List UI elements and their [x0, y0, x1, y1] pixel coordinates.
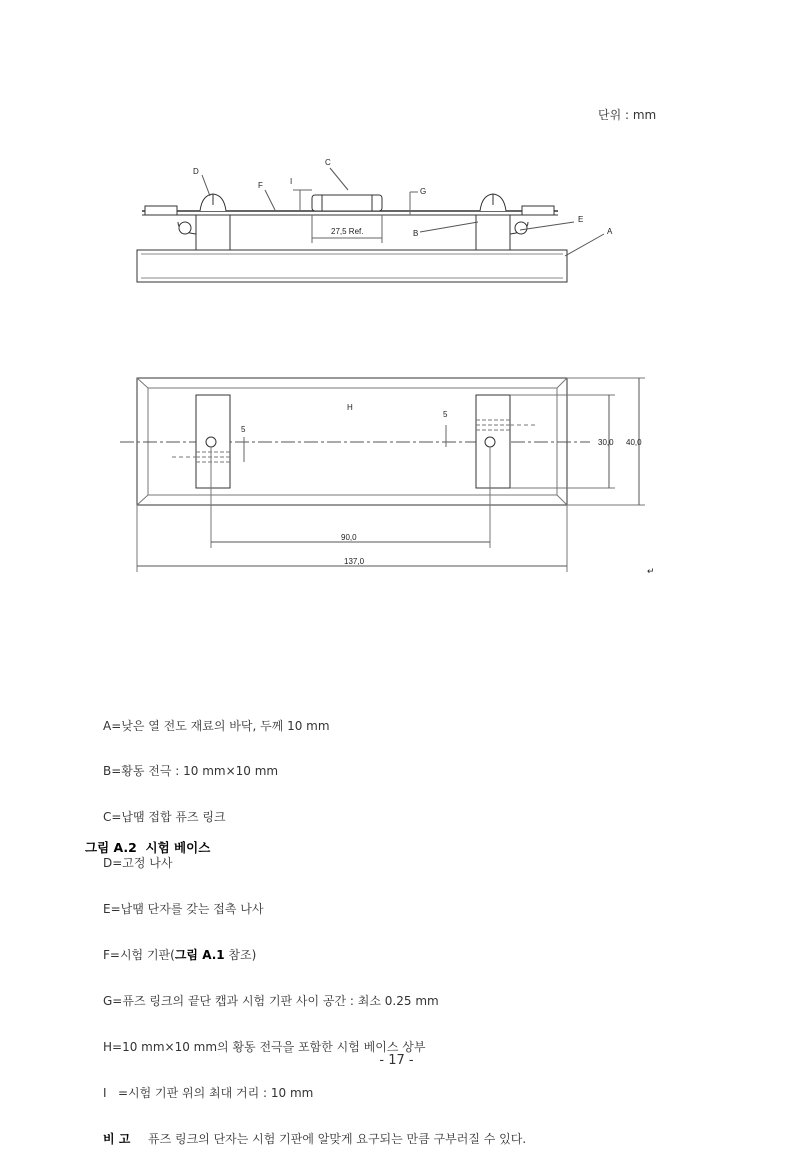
ref-dimension: 27,5 Ref. [331, 227, 364, 236]
callout-d: D [193, 167, 199, 176]
callout-g: G [420, 187, 427, 196]
legend-e: E=납땜 단자를 갖는 접촉 나사 [103, 902, 264, 917]
callout-e: E [578, 215, 584, 224]
note-text: 퓨즈 링크의 단자는 시험 기판에 알맞게 요구되는 만큼 구부러질 수 있다. [148, 1131, 527, 1146]
legend-c: C=납땜 접합 퓨즈 링크 [103, 810, 226, 825]
side-view [137, 168, 604, 282]
figure-reference: 그림 A.1 [174, 948, 225, 963]
dim-137: 137,0 [344, 557, 365, 566]
label-h: H [347, 403, 353, 412]
legend-d: D=고정 나사 [103, 856, 173, 871]
legend-h: H=10 mm×10 mm의 황동 전극을 포함한 시험 베이스 상부 [103, 1039, 426, 1054]
callout-a: A [607, 227, 613, 236]
legend-f [103, 948, 526, 963]
callout-i: I [290, 177, 293, 186]
callout-c: C [325, 158, 331, 167]
callout-b: B [413, 229, 419, 238]
top-view [120, 378, 645, 572]
figure-caption: 그림 A.2 시험 베이스 [85, 840, 211, 855]
legend-b: B=황동 전극 : 10 mm×10 mm [103, 764, 279, 779]
return-mark: ↵ [647, 566, 655, 576]
legend-i: I =시험 기판 위의 최대 거리 : 10 mm [103, 1085, 314, 1100]
base-plate [137, 250, 567, 282]
legend-f-suffix: 참조) [224, 948, 257, 963]
page-number: - 17 - [379, 1053, 414, 1068]
dim-90: 90,0 [341, 533, 357, 542]
dim-30: 30,0 [598, 438, 614, 447]
legend [103, 688, 526, 1162]
unit-label: 단위 : mm [598, 108, 657, 122]
note-label: 비 고 [103, 1131, 131, 1146]
dim-5-left: 5 [241, 425, 246, 434]
legend-a: A=낮은 열 전도 재료의 바닥, 두께 10 mm [103, 718, 330, 733]
right-electrode [476, 215, 510, 250]
legend-f-prefix: F=시험 기판( [103, 948, 175, 963]
dim-40: 40,0 [626, 438, 642, 447]
left-electrode [196, 215, 230, 250]
legend-g: G=퓨즈 링크의 끝단 캡과 시험 기판 사이 공간 : 최소 0.25 mm [103, 993, 439, 1008]
note [103, 1132, 526, 1147]
dim-5-right: 5 [443, 410, 448, 419]
callout-f: F [258, 181, 263, 190]
